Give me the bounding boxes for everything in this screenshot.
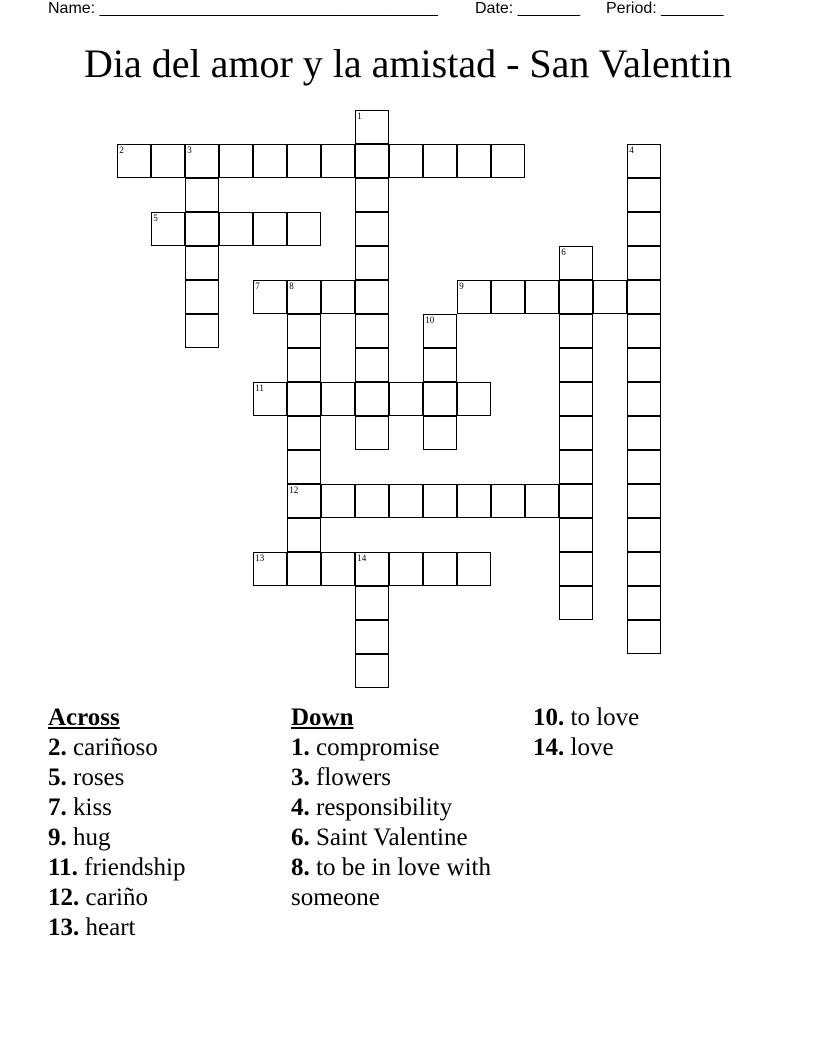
clue-item: [48, 883, 278, 913]
grid-cell[interactable]: [287, 212, 321, 246]
grid-cell[interactable]: [355, 654, 389, 688]
down-clues: [291, 703, 491, 913]
grid-cell[interactable]: [389, 144, 423, 178]
clue-number: 3: [187, 145, 192, 156]
grid-cell[interactable]: [457, 280, 491, 314]
grid-cell[interactable]: [321, 382, 355, 416]
down-heading: Down: [291, 704, 354, 731]
grid-cell[interactable]: [117, 144, 151, 178]
clue-item: [291, 823, 491, 853]
across-clues: [48, 703, 278, 943]
grid-cell[interactable]: [389, 382, 423, 416]
clue-item-number: 12.: [48, 884, 80, 911]
grid-cell[interactable]: [253, 212, 287, 246]
grid-cell[interactable]: [185, 178, 219, 212]
grid-cell[interactable]: [253, 280, 287, 314]
grid-cell[interactable]: [151, 144, 185, 178]
grid-cell[interactable]: [627, 450, 661, 484]
grid-cell[interactable]: [287, 144, 321, 178]
clue-item: [291, 763, 491, 793]
grid-cell[interactable]: [423, 484, 457, 518]
grid-cell[interactable]: [253, 552, 287, 586]
grid-cell[interactable]: [627, 280, 661, 314]
grid-cell[interactable]: [627, 178, 661, 212]
grid-cell[interactable]: [355, 416, 389, 450]
clue-number: 8: [289, 281, 294, 292]
clue-item-number: 13.: [48, 914, 80, 941]
clue-item: [291, 853, 491, 913]
grid-cell[interactable]: [423, 348, 457, 382]
clue-item-number: 1.: [291, 734, 310, 761]
grid-cell[interactable]: [457, 552, 491, 586]
grid-cell[interactable]: [559, 382, 593, 416]
clue-number: 7: [255, 281, 260, 292]
grid-cell[interactable]: [287, 450, 321, 484]
grid-cell[interactable]: [185, 246, 219, 280]
grid-cell[interactable]: [355, 178, 389, 212]
grid-cell[interactable]: [559, 518, 593, 552]
clue-item-text: heart: [79, 914, 136, 941]
grid-cell[interactable]: [253, 382, 287, 416]
grid-cell[interactable]: [559, 484, 593, 518]
clue-item-number: 5.: [48, 764, 67, 791]
clue-item-number: 2.: [48, 734, 67, 761]
clue-item-number: 10.: [533, 704, 565, 731]
grid-cell[interactable]: [321, 552, 355, 586]
clue-item-text: kiss: [66, 794, 112, 821]
grid-cell[interactable]: [185, 314, 219, 348]
clue-item-number: 9.: [48, 824, 67, 851]
grid-cell[interactable]: [355, 246, 389, 280]
grid-cell[interactable]: [185, 280, 219, 314]
down-clues-continued: [533, 703, 733, 763]
clue-item-text: roses: [66, 764, 125, 791]
grid-cell[interactable]: [355, 280, 389, 314]
clue-number: 11: [255, 383, 264, 394]
grid-cell[interactable]: [627, 484, 661, 518]
clue-number: 14: [357, 553, 367, 564]
grid-cell[interactable]: [525, 484, 559, 518]
clue-item: [48, 853, 278, 883]
clue-item: [48, 823, 278, 853]
clue-item-text: flowers: [309, 764, 391, 791]
clue-item: [48, 763, 278, 793]
grid-cell[interactable]: [321, 484, 355, 518]
grid-cell[interactable]: [593, 280, 627, 314]
grid-cell[interactable]: [559, 450, 593, 484]
grid-cell[interactable]: [627, 314, 661, 348]
grid-cell[interactable]: [559, 552, 593, 586]
clue-number: 5: [153, 213, 158, 224]
clue-item-text: cariñoso: [66, 734, 158, 761]
clue-item: [48, 793, 278, 823]
clue-number: 1: [357, 111, 362, 122]
grid-cell[interactable]: [627, 586, 661, 620]
grid-cell[interactable]: [491, 280, 525, 314]
grid-cell[interactable]: [627, 620, 661, 654]
grid-cell[interactable]: [287, 552, 321, 586]
grid-cell[interactable]: [627, 144, 661, 178]
across-heading: Across: [48, 704, 120, 731]
grid-cell[interactable]: [559, 348, 593, 382]
grid-cell[interactable]: [559, 314, 593, 348]
grid-cell[interactable]: [355, 552, 389, 586]
clue-item-text: Saint Valentine: [309, 824, 468, 851]
clue-item-text: hug: [66, 824, 111, 851]
clue-item-number: 7.: [48, 794, 67, 821]
clue-item: [533, 733, 733, 763]
grid-cell[interactable]: [355, 212, 389, 246]
clue-item-number: 11.: [48, 854, 78, 881]
grid-cell[interactable]: [389, 484, 423, 518]
clue-item-number: 4.: [291, 794, 310, 821]
clue-item: [291, 733, 491, 763]
grid-cell[interactable]: [423, 314, 457, 348]
grid-cell[interactable]: [423, 416, 457, 450]
grid-cell[interactable]: [389, 552, 423, 586]
clue-number: 13: [255, 553, 265, 564]
grid-cell[interactable]: [457, 484, 491, 518]
grid-cell[interactable]: [423, 382, 457, 416]
grid-cell[interactable]: [287, 382, 321, 416]
grid-cell[interactable]: [423, 144, 457, 178]
clue-number: 9: [459, 281, 464, 292]
clue-item: [48, 913, 278, 943]
grid-cell[interactable]: [627, 246, 661, 280]
grid-cell[interactable]: [185, 212, 219, 246]
grid-cell[interactable]: [491, 484, 525, 518]
grid-cell[interactable]: [457, 382, 491, 416]
clue-item-text: responsibility: [309, 794, 453, 821]
grid-cell[interactable]: [287, 314, 321, 348]
name-field[interactable]: Name: ______________________________________: [48, 0, 438, 17]
grid-cell[interactable]: [559, 280, 593, 314]
clue-item-text: love: [564, 734, 614, 761]
clue-item-number: 8.: [291, 854, 310, 881]
grid-cell[interactable]: [355, 314, 389, 348]
clue-item-text: cariño: [79, 884, 148, 911]
grid-cell[interactable]: [287, 280, 321, 314]
grid-cell[interactable]: [355, 348, 389, 382]
clue-item-number: 14.: [533, 734, 565, 761]
clue-item-text: to love: [564, 704, 640, 731]
grid-cell[interactable]: [287, 348, 321, 382]
grid-cell[interactable]: [627, 348, 661, 382]
grid-cell[interactable]: [627, 212, 661, 246]
grid-cell[interactable]: [627, 382, 661, 416]
clue-item-text: to be in love with someone: [291, 854, 491, 911]
grid-cell[interactable]: [491, 144, 525, 178]
clue-item-number: 3.: [291, 764, 310, 791]
grid-cell[interactable]: [627, 552, 661, 586]
grid-cell[interactable]: [321, 144, 355, 178]
clue-item: [533, 703, 733, 733]
grid-cell[interactable]: [355, 382, 389, 416]
grid-cell[interactable]: [185, 144, 219, 178]
clue-number: 2: [119, 145, 124, 156]
grid-cell[interactable]: [253, 144, 287, 178]
grid-cell[interactable]: [559, 586, 593, 620]
grid-cell[interactable]: [559, 246, 593, 280]
grid-cell[interactable]: [457, 144, 491, 178]
clue-item-text: compromise: [309, 734, 440, 761]
period-field[interactable]: Period: _______: [606, 0, 724, 17]
grid-cell[interactable]: [287, 484, 321, 518]
grid-cell[interactable]: [287, 416, 321, 450]
grid-cell[interactable]: [627, 416, 661, 450]
clue-item: [48, 733, 278, 763]
clue-item: [291, 793, 491, 823]
grid-cell[interactable]: [287, 518, 321, 552]
grid-cell[interactable]: [219, 144, 253, 178]
grid-cell[interactable]: [627, 518, 661, 552]
clue-number: 10: [425, 315, 435, 326]
clue-number: 4: [629, 145, 634, 156]
grid-cell[interactable]: [525, 280, 559, 314]
clue-number: 6: [561, 247, 566, 258]
grid-cell[interactable]: [355, 484, 389, 518]
grid-cell[interactable]: [321, 280, 355, 314]
clue-item-text: friendship: [77, 854, 186, 881]
grid-cell[interactable]: [355, 620, 389, 654]
grid-cell[interactable]: [355, 110, 389, 144]
grid-cell[interactable]: [559, 416, 593, 450]
page-title: Dia del amor y la amistad - San Valentin: [84, 41, 732, 86]
grid-cell[interactable]: [151, 212, 185, 246]
date-field[interactable]: Date: _______: [475, 0, 580, 17]
clue-item-number: 6.: [291, 824, 310, 851]
grid-cell[interactable]: [355, 586, 389, 620]
clue-number: 12: [289, 485, 299, 496]
grid-cell[interactable]: [219, 212, 253, 246]
grid-cell[interactable]: [423, 552, 457, 586]
grid-cell[interactable]: [355, 144, 389, 178]
